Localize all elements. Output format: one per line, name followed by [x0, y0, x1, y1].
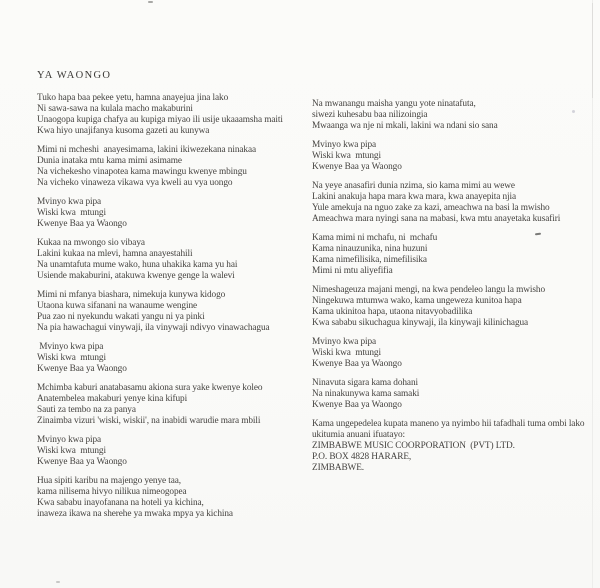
lyric-line: kama nilisema hivyo nilikua nimeogopea [37, 487, 187, 497]
left-column-stanzas [37, 93, 307, 520]
scan-speck [148, 1, 153, 3]
lyric-line: Kukaa na mwongo sio vibaya [37, 238, 145, 248]
verse [37, 290, 307, 334]
lyric-line: Kwenye Baa ya Waongo [37, 219, 127, 229]
lyric-line: Utaona kuwa sifanani na wanaume wengine [37, 301, 198, 311]
lyric-line: Lakini anakuja hapa mara kwa mara, kwa anayepita njia [312, 192, 517, 202]
lyric-line: Na pia hawachagui vinywaji, ila vinywaji ndivyo vinawachagua [37, 323, 270, 333]
lyric-line: Mvinyo kwa pipa [312, 337, 377, 347]
lyric-line: Lakini kukaa na mlevi, hamna anayestahili [37, 249, 193, 259]
lyric-line: Anatembelea makaburi yenye kina kifupi [37, 394, 188, 404]
verse [37, 145, 307, 189]
lyric-line: Ni sawa-sawa na kulala macho makaburini [37, 104, 193, 114]
chorus [312, 337, 598, 370]
lyric-line: Wiski kwa mtungi [312, 151, 381, 161]
lyric-line: Na unamtafuta mume wako, huna uhakika kama yu hai [37, 260, 238, 270]
lyric-line: Mvinyo kwa pipa [37, 197, 102, 207]
lyric-line: Kwenye Baa ya Waongo [312, 400, 402, 410]
lyric-line: Mvinyo kwa pipa [37, 435, 102, 445]
right-column-stanzas [312, 99, 598, 474]
lyric-line: Yule amekuja na nguo zake za kazi, ameachwa na basi la mwisho [312, 203, 550, 213]
verse [312, 285, 598, 329]
lyric-line: Wiski kwa mtungi [312, 348, 381, 358]
lyric-line: Na mwanangu maisha yangu yote ninatafuta, [312, 99, 476, 109]
lyric-line: Hua sipiti karibu na majengo yenye taa, [37, 476, 182, 486]
lyric-line: Wiski kwa mtungi [37, 446, 106, 456]
lyric-line: Na vicheko vinaweza vikawa vya kweli au vya uongo [37, 178, 233, 188]
lyric-line: inaweza ikawa na sherehe ya mwaka mpya ya kichina [37, 509, 233, 519]
lyric-line: Kama nimefilisika, nimefilisika [312, 255, 427, 265]
lyric-line: Nimeshageuza majani mengi, na kwa pendeleo langu la mwisho [312, 285, 546, 295]
scan-speck [56, 581, 60, 583]
lyric-line: Na vichekesho vinapotea kama mawingu kwenye mbingu [37, 167, 247, 177]
verse [312, 181, 598, 225]
lyric-line: Mimi ni mcheshi anayesimama, lakini ikiwezekana ninakaa [37, 145, 257, 155]
verse [37, 383, 307, 427]
verse [312, 378, 598, 411]
lyric-line: Mimi ni mtu aliyefifia [312, 266, 393, 276]
lyric-line: Unaogopa kupiga chafya au kupiga miyao ili usije ukaaamsha maiti [37, 115, 283, 125]
lyric-line: Kwenye Baa ya Waongo [37, 364, 127, 374]
verse [37, 476, 307, 520]
lyric-line: ukitumia anuani ifuatayo: [312, 430, 406, 440]
lyric-line: siwezi kuhesabu baa nilizoingia [312, 110, 428, 120]
lyric-line: Wiski kwa mtungi [37, 353, 106, 363]
lyric-line: P.O. BOX 4828 HARARE, [312, 452, 412, 462]
lyric-line: Mwaanga wa nje ni mkali, lakini wa ndani sio sana [312, 121, 498, 131]
verse [37, 93, 307, 137]
lyric-line: Dunia inataka mtu kama mimi asimame [37, 156, 182, 166]
right-column [312, 99, 598, 474]
lyric-line: Kama ukinitoa hapa, utaona nitavyobadilika [312, 307, 473, 317]
lyric-line: Ninavuta sigara kama dohani [312, 378, 418, 388]
lyric-line: Mvinyo kwa pipa [312, 140, 377, 150]
verse [37, 238, 307, 282]
lyric-line: Kwa sababu inayofanana na hoteli ya kichina, [37, 498, 204, 508]
page-edge-shadow-top [592, 3, 593, 98]
lyric-line: Kwenye Baa ya Waongo [37, 457, 127, 467]
chorus [312, 140, 598, 173]
lyric-line: Ningekuwa mtumwa wako, kama ungeweza kunitoa hapa [312, 296, 522, 306]
lyric-line: Ameachwa mara nyingi sana na mabasi, kwa mtu anayetaka kusafiri [312, 214, 561, 224]
lyric-line: Na ninakunywa kama samaki [312, 389, 420, 399]
contact-block [312, 419, 598, 474]
lyric-line: Sauti za tembo na za panya [37, 405, 136, 415]
chorus [37, 197, 307, 230]
lyric-line: Kama ninauzunika, nina huzuni [312, 244, 428, 254]
scan-speck [572, 110, 575, 113]
lyric-line: ZIMBABWE MUSIC COORPORATION (PVT) LTD. [312, 441, 515, 451]
lyric-line: Kwenye Baa ya Waongo [312, 359, 402, 369]
lyric-line: Wiski kwa mtungi [37, 208, 106, 218]
verse [312, 99, 598, 132]
lyric-line: Mvinyo kwa pipa [37, 342, 104, 352]
lyric-line: Pua zao ni nyekundu wakati yangu ni ya pinki [37, 312, 205, 322]
chorus [37, 435, 307, 468]
lyric-line: Kama ungepedelea kupata maneno ya nyimbo hii tafadhali tuma ombi lako [312, 419, 585, 429]
lyric-line: Kwa sababu sikuchagua kinywaji, ila kinywaji kilinichagua [312, 318, 529, 328]
chorus [37, 342, 307, 375]
lyric-line: Mimi ni mfanya biashara, nimekuja kunywa kidogo [37, 290, 226, 300]
lyric-line: Zinaimba vizuri 'wiski, wiskii', na inabidi warudie mara mbili [37, 416, 261, 426]
song-title: YA WAONGO [37, 70, 112, 81]
lyric-line: ZIMBABWE. [312, 463, 365, 473]
lyric-line: Kwa hiyo unajifanya kusoma gazeti au kunywa [37, 126, 210, 136]
lyric-line: Tuko hapa baa pekee yetu, hamna anayejua jina lako [37, 93, 229, 103]
lyric-line: Usiende makaburini, atakuwa kwenye genge la walevi [37, 271, 235, 281]
left-column [37, 70, 307, 520]
lyric-line: Kama mimi ni mchafu, ni mchafu [312, 233, 438, 243]
lyric-line: Kwenye Baa ya Waongo [312, 162, 402, 172]
lyric-line: Mchimba kaburi anatabasamu akiona sura yake kwenye koleo [37, 383, 263, 393]
verse [312, 233, 598, 277]
lyric-line: Na yeye anasafiri dunia nzima, sio kama mimi au wewe [312, 181, 515, 191]
